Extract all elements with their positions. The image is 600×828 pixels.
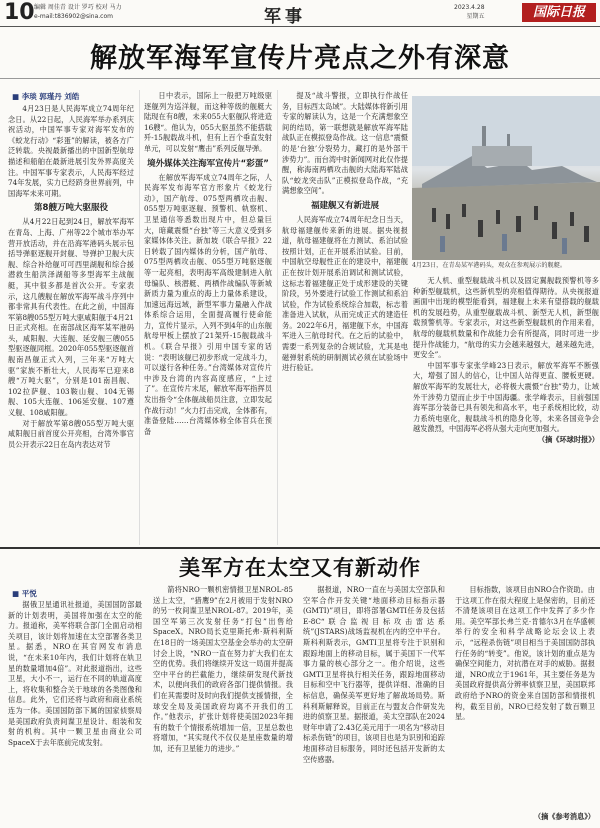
- article1-lead: 4月23日是人民海军成立74周年纪念日。从22日起，人民海军举办系列庆祝活动，中国军事专家对海军发布的《蛟龙行动》“彩蛋”的解读，被各方广泛转载。央视最新播出的中国新型航母描述和船舶在最新进展引发外界高度关注。中国军事专家表示，人民海军经过74年发展，实力已经跻身世界前列，中国海军未来可期。: [8, 104, 134, 198]
- article2-headline: 美军方在太空又有新动作: [179, 556, 421, 580]
- article1-subhead-3: 福建舰又有新进展: [310, 200, 379, 211]
- article2-column-1: [8, 600, 142, 824]
- article2-byline: ■ 平悦: [12, 589, 37, 598]
- article2-column-3: [303, 585, 445, 824]
- issue-date: [454, 3, 485, 21]
- article2-para-1: 据俄卫星通讯社报道，美国国防部最新的计划表明，美国将加强在太空的能力。报道称，美军将联合部门全面启动相关项目，该计划将加速在太空部署各类卫星。据悉，NRO在其官网发布消息说，“在未来10年内，我们计划将在轨卫星的数量增加4倍”。对此报道指出，这些卫星，大小不一，运行在不同的轨道高度上，将收集和整合关于地球的各类图像和信息。此外，它们还将与政府和商业系统连为一体。美国国防部下属的国家侦察局是美国政府负责间谍卫星设计、组装和发射的机构。其中一颗卫星由商业公司SpaceX于去年底前完成发射。: [8, 600, 142, 747]
- photo-caption: 4月23日，在青岛某军港码头，观众在参观展示的舰艇。: [412, 262, 567, 269]
- newspaper-logo: 国际日报: [522, 3, 596, 22]
- article1-subhead-1: 第8艘万吨大驱服役: [34, 203, 108, 214]
- news-photo: [412, 96, 600, 260]
- article1-para-5: 在解放军海军成立74周年之际，人民海军发布海军官方形象片《蛟龙行动》，国产航母、075型两栖攻击舰、055型万吨驱逐舰、预警机、轨察机、卫星通信等悉数出现片中，但总量巨大，暗藏震慑“台独”等三大意义受到多家媒体体关注。新加坡《联合早报》22日转载了国内媒体的分析，国产航母、075型两栖攻击舰、055型万吨驱逐舰等一起亮相，表明海军高级建制进入航母编队、核潜艇、两栖作战编队等新城新质力量为重点的海上力量体系建设，加速远海远域，新型军事力量融入作战体系综合运用，全面提高履行使命能力，宣传片显示，入列不到4年的山东舰航母甲板上摆放了21架歼-15舰载战斗机。《联合早报》引用中国专家的话说：“表明该舰已初步形成一定战斗力，可以遂行各种任务。”台湾媒体对宣传片中涉及台湾的内容高度感应，“上过了”。在宣传片末尾，解放军海军指挥员发出指令“全体舰战船员注意，立即发起作战行动！”火力打击完成，全体都有，准备登陆……台湾媒体称全体官兵在预备: [144, 172, 272, 436]
- page-number: 10: [4, 0, 35, 25]
- article1-column-2: [144, 91, 272, 544]
- email-line: e-mail:t836902@sina.com: [34, 13, 113, 20]
- article2-column-4: [455, 585, 595, 810]
- article1-subhead-2: 境外媒体关注海军宣传片“彩蛋”: [147, 158, 269, 169]
- article2-para-3: 据报道，NRO一直在与美国太空部队和空军合作开发关键“地面移动目标指示器(GMTI)”项目，即将部署GMTI任务及包括E-8C“联合监视目标攻击雷达系统”(JSTARS)战场监视机在内的空中平台。斯科利斯表示，GMTI卫星将专注于识别和跟踪地面上的移动目标，属于美国下一代军事力量的核心部分之一。他介绍说，这些GMTI卫星将执行相关任务，跟踪地面移动目标和空中飞行器等，提供详细、准确的目标信息，确保美军更好地了解战场局势。斯科利斯解释说，目前正在与盟友合作研发先进的侦察卫星。据报道，美太空部队在2024财年申请了2.43亿美元用于一项名为“移动目标杀伤链”的项目，该项目也是为识别和追踪地面移动目标服务，同时还包括开发新的太空传感器。: [303, 585, 445, 764]
- article1-para-4: 日中表示，国际上一般把万吨级驱逐舰列为巡洋舰，而这种等级的舰艇大陆现在有8艘，未来055大驱舰队将进造16艘“。他认为，055大驱虽然不能搭载歼-15舰载战斗机，但有上百个垂直发射单元，可以发射“鹰击”系列反舰导弹。: [144, 91, 272, 153]
- editor-info: [34, 3, 122, 21]
- section-title: 军事: [264, 7, 306, 27]
- article2-column-2: [153, 585, 293, 824]
- column-divider: [139, 90, 140, 545]
- article1-para-2: 从4月22日起到24日，解放军海军在青岛、上海、广州等22个城市举办军营开放活动，并在沿海军港码头展示包括导弹驱逐舰开封舰、导弹护卫舰大庆舰、综合补给舰可可西里湖舰和综合援潜救生船洪泽湖船等多型海军主战舰艇，其中很多都是首次公开。专家表示，这几艘舰在解放军海军战斗序列中都非常具有代表性。在此之前，中国海军第8艘055型万吨大驱咸阳舰于4月21日正式亮相。在南部战区海军某军港码头，咸阳舰、大连舰、延安舰三艘055型驱逐舰同框。2020年055型驱逐舰首舰南昌舰正式入列，三年来“万吨大驱”家族不断壮大，人民海军已迎来8艘“万吨大驱”，分别是101南昌舰、102拉萨舰、103鞍山舰、104无锡舰、105大连舰、106延安舰、107遵义舰、108咸阳舰。: [8, 217, 134, 418]
- article1-column-1: [8, 104, 134, 544]
- column-divider: [277, 90, 278, 545]
- article1-para-9: 中国军事专家张学峰23日表示，解放军海军不断强大，增强了国人的信心，让中国人站得更直、腰板更硬。解放军海军的发展壮大，必将极大震慑“台独”势力，让域外干涉势力望而止步于中国海疆。张学峰表示，目前强国海军部分装备已具有领先和高水平，电子系统相比较，动力系统电驱化，舰载战斗机的隐身化等，未来各国竞争会越发激烈，中国海军必将从强大走向更加强大。: [413, 360, 599, 434]
- section-divider: [0, 547, 600, 549]
- article1-para-3: 对于解放军第8艘055型万吨大驱咸阳舰日前首度公开亮相，台湾外事官员公开表示22日在岛内表达对节: [8, 418, 134, 449]
- article1-column-3: [282, 91, 408, 544]
- headline-rule: [0, 78, 600, 79]
- article2-para-4: 目标指数，该项目由NRO合作资助。由于这项工作在很大程度上是保密的，目前还不清楚该项目在这项工作中发挥了多少作用。美空军部长弗兰克·肯德尔3月在华盛顿举行的安全和科学战略论坛会议上表示，“远程杀伤链”项目相当于美国国防部执行任务的“转变”。他说，该计划的重点是为确保空间能力，对抗潜在对手的威胁。据报道，NRO成立于1961年，其主要任务是为美国政府提供高分辨率侦察卫星，美国联邦政府给予NRO的资金来自国防部和情报机构，截至目前，NRO已经发射了数百颗卫星。: [455, 585, 595, 722]
- photo-scene: [412, 96, 600, 260]
- article1-headline: 解放军海军宣传片亮点之外有深意: [90, 43, 510, 74]
- date: 2023.4.28: [454, 4, 485, 11]
- page-header: [0, 0, 600, 27]
- article1-column-4: [413, 276, 599, 544]
- article1-para-6: 提及“战斗警报，立即执行作战任务，目标西太岛域”。大陆媒体将新引用专家的解读认为，这是一个充满想象空间的结局，第一联想就是解放军海军陆战队正在模拟登岛作战。这一信息“震慑的是‘台独’分裂势力，藏打的是外部干涉势力”。而台湾中时新闻网对此仅作提醒，称海南两栖攻击舰的大陆海军陆战队“蛟龙突击队”正模拟登岛作战，“充满想象空间”。: [282, 91, 408, 196]
- article1-para-8: 无人机、重型舰载战斗机以及固定翼舰载预警机等多种新型舰载机，这些新机型的亮相值得期待。从央视报道画面中出现的模型能看到，福建舰上未来有望搭载的舰载机的发展趋势，从重型舰载战斗机、新型无人机，新型舰载预警机等。专家表示，对这些新型舰载机的作用来看，航母的舰载机数量和作战能力会有所提高，同时可进一步提升作战能力，“航母的实力会越来越强大，越来越先进，更安全”。: [413, 276, 599, 360]
- editor-line: 编辑 周佳青 设计 罗巧 校对 马力: [34, 4, 122, 11]
- article1-byline: ■ 李琰 郭瑾丹 刘皓: [12, 92, 80, 101]
- article1-para-7: 人民海军成立74周年纪念日当天，航母福建舰传来新的进展。据央视报道，航母福建舰将在力测试、系泊试验按照计划，正在开展系泊试验。目前，中国航空母舰性正在的建设中，福建舰正在按计划开展系泊调试和测试试验，这标志着福建舰正处于成形建设的关键阶段，另外要进行试验工作测试和系泊试验，作为试验系统综合加载，标志着准备进入试航，从而完成正式的建造任务。2022年6月，福建舰下水，中国海军进入三航母时代。在之后的试验中，需要一系列复杂的合规试验，尤其是电磁弹射系统的研制测试必须在试验场中进行验证。: [282, 214, 408, 373]
- article1-source: （摘《环球时报》）: [537, 434, 599, 444]
- article2-source: （摘《参考消息》）: [533, 812, 595, 821]
- weekday: 星期五: [466, 13, 485, 20]
- article2-para-2: 箭将NRO一颗机密情报卫星NROL-85送上太空，“猎鹰9”在2月被用于发射NRO的另一枚间谍卫星NROL-87。2019年，美国空军第三次发射任务“打包”出售给SpaceX。NRO局长克里斯托弗·斯科利斯在18日的一场美国太空基金会举办的太空研讨会上说，“NRO一直在努力扩大我们在太空的优势。我们将继续开发这一局面并提高空中平台的拦截能力，继续研发现代新技术，以便向我们的政府各部门提供情报。我们在其需要时及时向我们提供支援情报，全球安全局及美国政府均离不开我们的工作。”他表示，扩张计划将使美国2023年拥有的数千个情报系统增加一倍，卫星总数也将增加，“其实现代不仅仅是星座数量的增加，还有卫星能力的进步。”: [153, 585, 293, 753]
